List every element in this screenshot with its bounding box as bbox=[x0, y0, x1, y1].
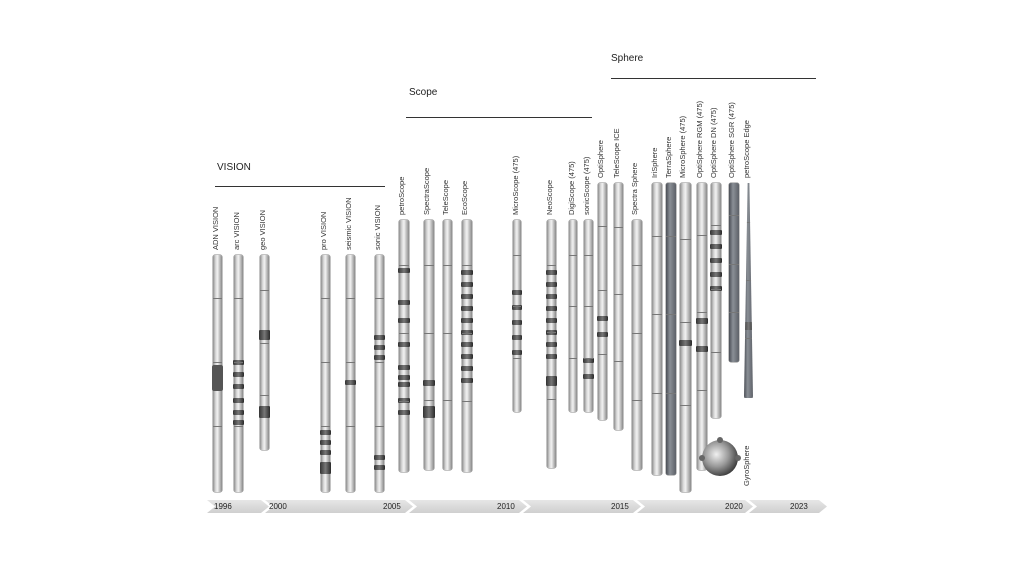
sensor-pad bbox=[212, 365, 223, 391]
tool-band bbox=[710, 244, 722, 249]
tool-band bbox=[259, 330, 270, 340]
tool-joint bbox=[569, 358, 577, 359]
tool-joint bbox=[697, 312, 707, 313]
tool-body bbox=[569, 220, 577, 412]
tool-joint bbox=[547, 265, 556, 266]
tool-joint bbox=[260, 290, 269, 291]
tool-body bbox=[346, 255, 355, 492]
tool-body bbox=[652, 183, 662, 475]
year-label: 1996 bbox=[214, 502, 232, 511]
tool-joint bbox=[462, 265, 472, 266]
tool-joint bbox=[744, 222, 753, 223]
tool-band bbox=[398, 365, 410, 370]
tool-band bbox=[679, 340, 692, 346]
tool-band bbox=[374, 335, 385, 340]
tool-joint bbox=[632, 400, 642, 401]
tool-joint bbox=[711, 289, 721, 290]
tool-joint bbox=[462, 333, 472, 334]
timeline-axis bbox=[207, 500, 827, 513]
tool-joint bbox=[598, 226, 607, 227]
tool-joint bbox=[666, 236, 676, 237]
tool-label: TerraSphere bbox=[664, 136, 673, 178]
tool-band bbox=[546, 306, 557, 311]
tool-band bbox=[398, 410, 410, 415]
tool-label: pro VISION bbox=[319, 211, 328, 250]
tool-band bbox=[546, 270, 557, 275]
tool-joint bbox=[547, 332, 556, 333]
tool-band bbox=[398, 342, 410, 347]
tool-label: petroScope bbox=[397, 176, 406, 215]
tool-label: geo VISION bbox=[258, 209, 267, 250]
tool-joint bbox=[234, 426, 243, 427]
tool-label: SpectraScope bbox=[422, 167, 431, 215]
tool-joint bbox=[513, 358, 521, 359]
tool-label: sonicScope (475) bbox=[582, 156, 591, 215]
tool-band bbox=[398, 300, 410, 305]
tool-label: petroScope Edge bbox=[742, 120, 751, 178]
tool-joint bbox=[234, 298, 243, 299]
tool-joint bbox=[375, 298, 384, 299]
tool-joint bbox=[321, 426, 330, 427]
tool-joint bbox=[584, 358, 593, 359]
tool-label: MicroSphere (475) bbox=[678, 115, 687, 178]
tool-band bbox=[320, 430, 331, 435]
tool-joint bbox=[346, 362, 355, 363]
tool-band bbox=[546, 376, 557, 386]
tool-band bbox=[583, 374, 594, 379]
year-label: 2000 bbox=[269, 502, 287, 511]
tool-band bbox=[546, 354, 557, 359]
tool-band bbox=[374, 455, 385, 460]
tool-joint bbox=[697, 235, 707, 236]
gyrosphere-label: GyroSphere bbox=[742, 445, 751, 486]
tool-label: MicroScope (475) bbox=[511, 155, 520, 215]
tool-body bbox=[666, 183, 676, 475]
tool-label: ADN VISION bbox=[211, 206, 220, 250]
tool-body bbox=[443, 220, 452, 470]
tool-joint bbox=[399, 401, 409, 402]
tool-band bbox=[320, 450, 331, 455]
gyro-lug bbox=[699, 455, 705, 461]
tool-body bbox=[321, 255, 330, 492]
tool-band bbox=[461, 318, 473, 323]
tool-joint bbox=[680, 405, 691, 406]
tool-band bbox=[233, 398, 244, 403]
tool-band bbox=[696, 318, 708, 324]
group-label: Scope bbox=[409, 87, 438, 98]
tool-joint bbox=[547, 399, 556, 400]
tool-joint bbox=[614, 227, 623, 228]
tool-label: EcoScope bbox=[460, 180, 469, 215]
year-label: 2020 bbox=[725, 502, 743, 511]
tool-band bbox=[597, 332, 608, 337]
tool-joint bbox=[234, 362, 243, 363]
tool-joint bbox=[744, 280, 753, 281]
tool-joint bbox=[260, 395, 269, 396]
tool-joint bbox=[569, 306, 577, 307]
tool-joint bbox=[399, 333, 409, 334]
tool-band bbox=[398, 318, 410, 323]
tool-body bbox=[424, 220, 434, 470]
gyro-lug bbox=[735, 455, 741, 461]
gyro-lug bbox=[717, 437, 723, 443]
tool-joint bbox=[513, 255, 521, 256]
tool-label: TeleScope ICE bbox=[612, 128, 621, 178]
tool-joint bbox=[632, 265, 642, 266]
tool-band bbox=[374, 355, 385, 360]
tool-band bbox=[398, 375, 410, 380]
tool-joint bbox=[584, 255, 593, 256]
tool-band bbox=[423, 406, 435, 418]
year-label: 2015 bbox=[611, 502, 629, 511]
tool-body bbox=[729, 183, 739, 362]
tool-joint bbox=[443, 333, 452, 334]
tool-band bbox=[710, 272, 722, 277]
year-label: 2010 bbox=[497, 502, 515, 511]
tool-band bbox=[546, 318, 557, 323]
tool-band bbox=[374, 465, 385, 470]
tool-joint bbox=[697, 390, 707, 391]
tool-joint bbox=[213, 426, 222, 427]
tool-body bbox=[260, 255, 269, 450]
tool-joint bbox=[729, 264, 739, 265]
tool-body bbox=[399, 220, 409, 472]
tool-joint bbox=[399, 265, 409, 266]
tool-body bbox=[547, 220, 556, 468]
tool-joint bbox=[346, 426, 355, 427]
tool-body bbox=[598, 183, 607, 420]
tool-band bbox=[233, 410, 244, 415]
tool-band bbox=[461, 282, 473, 287]
tool-body bbox=[614, 183, 623, 430]
tool-band bbox=[512, 320, 522, 325]
tool-band bbox=[512, 290, 522, 295]
tool-joint bbox=[375, 362, 384, 363]
tool-joint bbox=[598, 354, 607, 355]
tool-band bbox=[546, 342, 557, 347]
tool-body bbox=[584, 220, 593, 412]
tool-band bbox=[710, 258, 722, 263]
tool-label: OptiSphere DN (475) bbox=[709, 107, 718, 178]
group-divider bbox=[215, 186, 385, 187]
tool-body bbox=[234, 255, 243, 492]
tool-joint bbox=[213, 298, 222, 299]
tool-label: OptiSphere RGM (475) bbox=[695, 100, 704, 178]
tool-joint bbox=[213, 362, 222, 363]
tool-body bbox=[744, 183, 753, 398]
tool-band bbox=[233, 372, 244, 377]
tool-label: OptiSphere bbox=[596, 140, 605, 178]
tool-body bbox=[680, 183, 691, 492]
tool-joint bbox=[462, 401, 472, 402]
tool-label: DigiScope (475) bbox=[567, 161, 576, 215]
tool-band bbox=[546, 282, 557, 287]
tool-band bbox=[597, 316, 608, 321]
tool-joint bbox=[711, 352, 721, 353]
tool-band bbox=[461, 270, 473, 275]
tool-band bbox=[546, 294, 557, 299]
tool-band bbox=[233, 384, 244, 389]
year-label: 2023 bbox=[790, 502, 808, 511]
tool-joint bbox=[321, 298, 330, 299]
tool-band bbox=[423, 380, 435, 386]
tool-joint bbox=[424, 265, 434, 266]
tool-band bbox=[461, 294, 473, 299]
tool-joint bbox=[744, 338, 753, 339]
tool-joint bbox=[260, 343, 269, 344]
group-label: VISION bbox=[217, 162, 251, 173]
year-label: 2005 bbox=[383, 502, 401, 511]
tool-joint bbox=[424, 400, 434, 401]
tool-band bbox=[374, 345, 385, 350]
tool-label: NeoScope bbox=[545, 179, 554, 215]
group-label: Sphere bbox=[611, 53, 644, 64]
tool-band bbox=[461, 342, 473, 347]
tool-label: TeleScope bbox=[441, 179, 450, 215]
tool-joint bbox=[614, 294, 623, 295]
tool-joint bbox=[666, 314, 676, 315]
tool-body bbox=[632, 220, 642, 470]
tool-band bbox=[320, 440, 331, 445]
tool-band bbox=[398, 382, 410, 387]
tool-body bbox=[375, 255, 384, 492]
tool-label: seismic VISION bbox=[344, 197, 353, 250]
tool-body bbox=[697, 183, 707, 470]
timeline-segment bbox=[749, 500, 827, 513]
tool-label: Spectra Sphere bbox=[630, 162, 639, 215]
tool-band bbox=[743, 322, 754, 330]
tool-joint bbox=[598, 290, 607, 291]
tool-joint bbox=[443, 400, 452, 401]
tool-label: arc VISION bbox=[232, 212, 241, 250]
tool-band bbox=[710, 230, 722, 235]
tool-joint bbox=[424, 333, 434, 334]
group-divider bbox=[611, 78, 816, 79]
tool-band bbox=[696, 346, 708, 352]
tool-joint bbox=[729, 215, 739, 216]
tool-band bbox=[233, 420, 244, 425]
group-divider bbox=[406, 117, 592, 118]
tool-body bbox=[213, 255, 222, 492]
tool-joint bbox=[375, 426, 384, 427]
tool-label: IriSphere bbox=[650, 147, 659, 178]
tool-joint bbox=[614, 361, 623, 362]
tool-band bbox=[461, 366, 473, 371]
tool-band bbox=[320, 462, 331, 474]
tool-label: OptiSphere SGR (475) bbox=[727, 102, 736, 178]
tool-band bbox=[512, 350, 522, 355]
tool-joint bbox=[680, 322, 691, 323]
tool-joint bbox=[632, 333, 642, 334]
tool-joint bbox=[584, 306, 593, 307]
tool-joint bbox=[513, 306, 521, 307]
tool-joint bbox=[569, 255, 577, 256]
tool-band bbox=[461, 378, 473, 383]
tool-body bbox=[513, 220, 521, 412]
tool-joint bbox=[652, 314, 662, 315]
tool-joint bbox=[729, 312, 739, 313]
tool-band bbox=[398, 268, 410, 273]
tool-body bbox=[711, 183, 721, 418]
tool-body bbox=[462, 220, 472, 472]
tool-band bbox=[461, 306, 473, 311]
tool-joint bbox=[346, 298, 355, 299]
tool-band bbox=[461, 354, 473, 359]
tool-joint bbox=[711, 225, 721, 226]
tool-band bbox=[345, 380, 356, 385]
tool-band bbox=[259, 406, 270, 418]
tool-joint bbox=[680, 239, 691, 240]
tool-label: sonic VISION bbox=[373, 204, 382, 250]
tool-joint bbox=[666, 393, 676, 394]
gyrosphere-tool-image bbox=[702, 440, 738, 476]
tool-joint bbox=[443, 265, 452, 266]
tool-joint bbox=[321, 362, 330, 363]
tool-joint bbox=[652, 236, 662, 237]
tool-band bbox=[512, 335, 522, 340]
tool-joint bbox=[652, 393, 662, 394]
